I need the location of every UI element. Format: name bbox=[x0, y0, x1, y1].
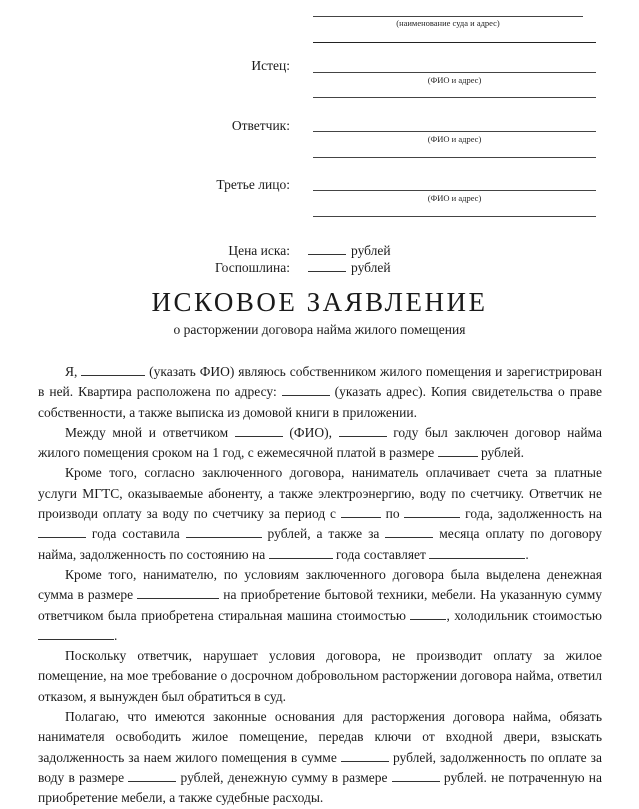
period-from-blank[interactable] bbox=[341, 506, 381, 518]
third-party-address-line[interactable] bbox=[313, 216, 596, 217]
paragraph-contract bbox=[38, 423, 602, 464]
paragraph-refusal bbox=[38, 646, 602, 707]
state-fee-blank[interactable] bbox=[308, 259, 346, 272]
unspent-sum-blank[interactable] bbox=[392, 770, 440, 782]
document-title: ИСКОВОЕ ЗАЯВЛЕНИЕ bbox=[151, 287, 488, 317]
court-name-line[interactable] bbox=[313, 16, 583, 17]
defendant-name-line[interactable] bbox=[313, 131, 596, 132]
rent-debt-amount-blank[interactable] bbox=[429, 547, 525, 559]
text: Кроме того, согласно заключенного договора, наниматель оплачивает счета за платные услуги МГТС, оказываемые абоненту, а также электроэнергию, воду по счетчику. Ответчик не производи оплату за воду по счетчику за период с bbox=[38, 465, 602, 522]
state-fee-row bbox=[180, 259, 391, 276]
text: Между мной и ответчиком bbox=[65, 424, 235, 440]
paragraph-request bbox=[38, 707, 602, 808]
text: Я, bbox=[65, 364, 82, 379]
debt-date-blank[interactable] bbox=[38, 526, 86, 538]
text: месяца оплату по договору найма, задолженность по состоянию на bbox=[38, 526, 602, 562]
third-party-name-line[interactable] bbox=[313, 190, 596, 191]
third-party-label: Третье лицо: bbox=[216, 177, 290, 192]
claim-price-unit: рублей bbox=[351, 243, 391, 258]
defendant-caption: (ФИО и адрес) bbox=[427, 134, 482, 144]
text: по bbox=[380, 506, 405, 522]
fio-blank[interactable] bbox=[81, 364, 145, 376]
text: . bbox=[525, 546, 529, 562]
contract-year-blank[interactable] bbox=[339, 425, 387, 437]
claim-price-label: Цена иска: bbox=[228, 243, 290, 258]
defendant-label: Ответчик: bbox=[231, 118, 290, 133]
paragraph-appliances bbox=[38, 565, 602, 646]
text: , холодильник стоимостью bbox=[446, 607, 602, 623]
third-party-caption: (ФИО и адрес) bbox=[427, 193, 482, 203]
water-sum-blank[interactable] bbox=[128, 770, 176, 782]
text: (указать адрес). Копия свидетельства о праве собственности, а также выписка из домовой книги в приложении. bbox=[38, 384, 602, 420]
text: Кроме того, нанимателю, по условиям заключенного договора была выделена денежная сумма в размере bbox=[38, 566, 602, 603]
period-to-blank[interactable] bbox=[404, 506, 460, 518]
text: . bbox=[114, 627, 118, 643]
text: года составила bbox=[86, 526, 186, 542]
monthly-fee-blank[interactable] bbox=[438, 445, 478, 457]
text: года, задолженность на bbox=[460, 506, 602, 522]
state-fee-label: Госпошлина: bbox=[215, 260, 290, 275]
text: году был заключен договор найма жилого помещения сроком на 1 год, с ежемесячной платой в размере bbox=[38, 424, 603, 461]
text: рублей, а также за bbox=[261, 526, 386, 542]
paragraph-utilities bbox=[38, 463, 602, 564]
plaintiff-name-line[interactable] bbox=[313, 72, 596, 73]
address-blank[interactable] bbox=[282, 384, 330, 396]
defendant-address-line[interactable] bbox=[313, 157, 596, 158]
fridge-cost-blank[interactable] bbox=[38, 628, 114, 640]
months-blank[interactable] bbox=[385, 526, 433, 538]
defendant-fio-blank[interactable] bbox=[235, 425, 283, 437]
court-address-line[interactable] bbox=[313, 42, 596, 43]
document-body bbox=[38, 362, 602, 809]
text: (указать ФИО) являюсь собственником жилого помещения и зарегистрирован в ней. Квартира расположена по адресу: bbox=[38, 364, 602, 400]
allocated-sum-blank[interactable] bbox=[137, 587, 219, 599]
text: (ФИО), bbox=[282, 424, 339, 440]
text: Полагаю, что имеются законные основания для расторжения договора найма, обязать нанимателя освободить жилое помещение, передав ключи от входной двери, взыскать задолженность за наем жилого помещения в сумме bbox=[38, 709, 602, 765]
text: Поскольку ответчик, нарушает условия договора, не производит оплату за жилое помещение, на мое требование о досрочном добровольном расторжении договора найма, ответил отказом, я вынужден был обратиться в суд. bbox=[38, 648, 602, 704]
text: на приобретение бытовой техники, мебели. На указанную сумму ответчиком была приобретена стиральная машина стоимостью bbox=[38, 587, 602, 623]
text: года составляет bbox=[332, 546, 430, 562]
plaintiff-address-line[interactable] bbox=[313, 97, 596, 98]
state-fee-unit: рублей bbox=[351, 260, 391, 275]
plaintiff-caption: (ФИО и адрес) bbox=[427, 75, 482, 85]
text: рублей, денежную сумму в размере bbox=[176, 769, 392, 785]
claim-price-row bbox=[180, 242, 391, 259]
rent-debt-date-blank[interactable] bbox=[269, 547, 333, 559]
document-subtitle: о расторжении договора найма жилого помещения bbox=[173, 322, 466, 337]
washer-cost-blank[interactable] bbox=[410, 608, 446, 620]
paragraph-ownership bbox=[38, 362, 602, 423]
text: рублей. не потраченную на приобретение мебели, а также судебные расходы. bbox=[38, 769, 603, 806]
water-debt-blank[interactable] bbox=[186, 526, 262, 538]
text: рублей, задолженность по оплате за воду в размере bbox=[38, 749, 602, 785]
claim-price-blank[interactable] bbox=[308, 242, 346, 255]
text: рублей. bbox=[477, 445, 524, 461]
plaintiff-label: Истец: bbox=[251, 58, 290, 73]
rent-sum-blank[interactable] bbox=[341, 750, 389, 762]
court-name-caption: (наименование суда и адрес) bbox=[396, 18, 500, 28]
